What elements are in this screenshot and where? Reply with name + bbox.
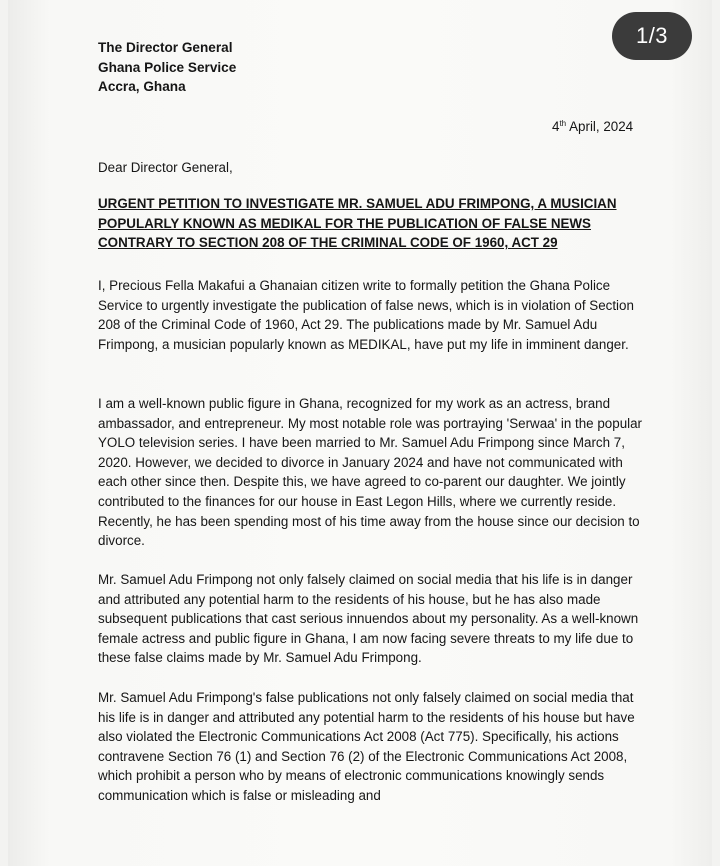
recipient-line-3: Accra, Ghana bbox=[98, 79, 186, 94]
page-counter-badge[interactable]: 1/3 bbox=[612, 12, 692, 60]
salutation: Dear Director General, bbox=[98, 160, 233, 175]
date-day: 4 bbox=[552, 119, 560, 134]
recipient-address bbox=[98, 38, 648, 97]
petition-letter bbox=[98, 38, 648, 803]
recipient-line-1: The Director General bbox=[98, 40, 233, 55]
paragraph-3: Mr. Samuel Adu Frimpong not only falsely claimed on social media that his life is in danger and attributed any potential harm to the residents of his house, but he has also made subsequent publications that cast serious innuendos about my personality. As a well-known female actress and public figure in Ghana, I am now facing severe threats to my life due to these false claims made by Mr. Samuel Adu Frimpong. bbox=[98, 572, 639, 666]
paragraph-1: I, Precious Fella Makafui a Ghanaian citizen write to formally petition the Ghana Police Service to urgently investigate the publication of false news, which is in violation of Section 208 of the Criminal Code of 1960, Act 29. The publications made by Mr. Samuel Adu Frimpong, a musician popularly known as MEDIKAL, have put my life in imminent danger. bbox=[98, 278, 634, 352]
date-month-year: April, 2024 bbox=[566, 119, 634, 134]
subject-line: URGENT PETITION TO INVESTIGATE MR. SAMUEL ADU FRIMPONG, A MUSICIAN POPULARLY KNOWN AS MEDIKAL FOR THE PUBLICATION OF FALSE NEWS CONTRARY TO SECTION 208 OF THE CRIMINAL CODE OF 1960, ACT 29 bbox=[98, 196, 617, 251]
date-suffix: th bbox=[559, 119, 567, 128]
paragraph-2: I am a well-known public figure in Ghana, recognized for my work as an actress, brand ambassador, and entrepreneur. My most notable role was portraying 'Serwaa' in the popular YOLO television series. I have been married to Mr. Samuel Adu Frimpong since March 7, 2020. However, we decided to divorce in January 2024 and have not communicated with each other since then. Despite this, we have agreed to co-parent our daughter. We jointly contributed to the finances for our house in East Legon Hills, where we currently reside. Recently, he has been spending most of his time away from the house since our decision to divorce. bbox=[98, 396, 643, 549]
recipient-line-2: Ghana Police Service bbox=[98, 59, 237, 75]
paragraph-4: Mr. Samuel Adu Frimpong's false publications not only falsely claimed on social media that his life is in danger and attributed any potential harm to the residents of his house but have also violated the Electronic Communications Act 2008 (Act 775). Specifically, his actions contravene Section 76 (1) and Section 76 (2) of the Electronic Communications Act 2008, which prohibit a person who by means of electronic communications knowingly sends communication which is false or misleading and bbox=[98, 690, 635, 803]
letter-date bbox=[552, 114, 633, 137]
